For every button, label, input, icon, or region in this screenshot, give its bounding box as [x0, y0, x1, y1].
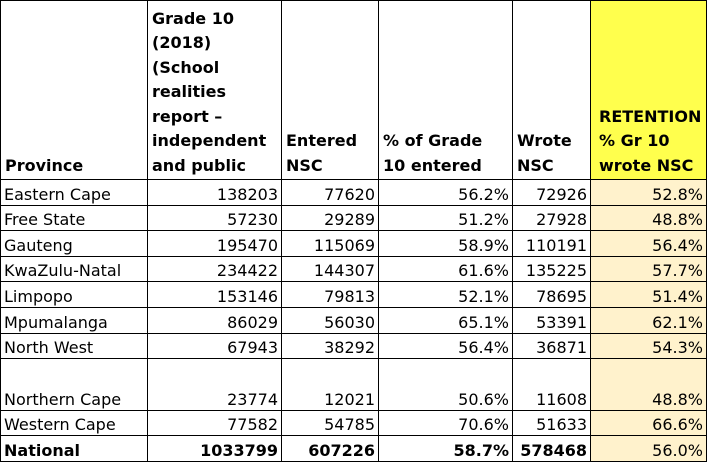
wrote-cell: 11608: [513, 359, 591, 411]
province-cell: Limpopo: [1, 282, 148, 308]
table-row: [1, 307, 707, 333]
table-row: [1, 231, 707, 257]
table-row: [1, 282, 707, 308]
retention-cell: 48.8%: [591, 205, 707, 231]
header-retention-label: RETENTION % Gr 10 wrote NSC: [599, 106, 702, 175]
province-cell: Eastern Cape: [1, 180, 148, 206]
wrote-cell: 110191: [513, 231, 591, 257]
pct-cell: 56.4%: [379, 333, 513, 359]
table-row: [1, 410, 707, 436]
province-cell: Northern Cape: [1, 359, 148, 411]
wrote-cell: 53391: [513, 307, 591, 333]
total-retention-cell: 56.0%: [591, 436, 707, 462]
entered-cell: 144307: [282, 256, 379, 282]
entered-cell: 79813: [282, 282, 379, 308]
pct-cell: 65.1%: [379, 307, 513, 333]
total-grade10-cell: 1033799: [148, 436, 282, 462]
grade10-cell: 195470: [148, 231, 282, 257]
header-grade10: Grade 10 (2018) (School realities report – independent and public: [148, 1, 282, 180]
table-row: [1, 359, 707, 411]
pct-cell: 70.6%: [379, 410, 513, 436]
entered-cell: 29289: [282, 205, 379, 231]
table-row: [1, 333, 707, 359]
grade10-cell: 77582: [148, 410, 282, 436]
wrote-cell: 72926: [513, 180, 591, 206]
retention-cell: 52.8%: [591, 180, 707, 206]
province-cell: Gauteng: [1, 231, 148, 257]
grade10-cell: 67943: [148, 333, 282, 359]
retention-cell: 51.4%: [591, 282, 707, 308]
total-pct-cell: 58.7%: [379, 436, 513, 462]
grade10-cell: 138203: [148, 180, 282, 206]
pct-cell: 51.2%: [379, 205, 513, 231]
table-row: [1, 180, 707, 206]
retention-cell: 54.3%: [591, 333, 707, 359]
header-row: [1, 1, 707, 180]
retention-cell: 56.4%: [591, 231, 707, 257]
header-pct-entered: % of Grade 10 entered: [379, 1, 513, 180]
entered-cell: 54785: [282, 410, 379, 436]
retention-cell: 62.1%: [591, 307, 707, 333]
total-entered-cell: 607226: [282, 436, 379, 462]
retention-cell: 57.7%: [591, 256, 707, 282]
retention-cell: 66.6%: [591, 410, 707, 436]
entered-cell: 12021: [282, 359, 379, 411]
entered-cell: 77620: [282, 180, 379, 206]
pct-cell: 50.6%: [379, 359, 513, 411]
wrote-cell: 27928: [513, 205, 591, 231]
pct-cell: 58.9%: [379, 231, 513, 257]
header-entered: Entered NSC: [282, 1, 379, 180]
wrote-cell: 78695: [513, 282, 591, 308]
province-cell: North West: [1, 333, 148, 359]
wrote-cell: 135225: [513, 256, 591, 282]
pct-cell: 52.1%: [379, 282, 513, 308]
grade10-cell: 234422: [148, 256, 282, 282]
table-row: [1, 205, 707, 231]
table-row: [1, 256, 707, 282]
province-cell: Western Cape: [1, 410, 148, 436]
grade10-cell: 86029: [148, 307, 282, 333]
entered-cell: 115069: [282, 231, 379, 257]
grade10-cell: 57230: [148, 205, 282, 231]
province-cell: KwaZulu-Natal: [1, 256, 148, 282]
province-cell: Mpumalanga: [1, 307, 148, 333]
retention-cell: 48.8%: [591, 359, 707, 411]
pct-cell: 61.6%: [379, 256, 513, 282]
wrote-cell: 51633: [513, 410, 591, 436]
header-wrote: Wrote NSC: [513, 1, 591, 180]
grade10-cell: 23774: [148, 359, 282, 411]
province-cell: Free State: [1, 205, 148, 231]
grade10-cell: 153146: [148, 282, 282, 308]
total-province-cell: National: [1, 436, 148, 462]
header-retention: [591, 1, 707, 180]
total-wrote-cell: 578468: [513, 436, 591, 462]
entered-cell: 38292: [282, 333, 379, 359]
header-province: Province: [1, 1, 148, 180]
entered-cell: 56030: [282, 307, 379, 333]
total-row: [1, 436, 707, 462]
pct-cell: 56.2%: [379, 180, 513, 206]
wrote-cell: 36871: [513, 333, 591, 359]
